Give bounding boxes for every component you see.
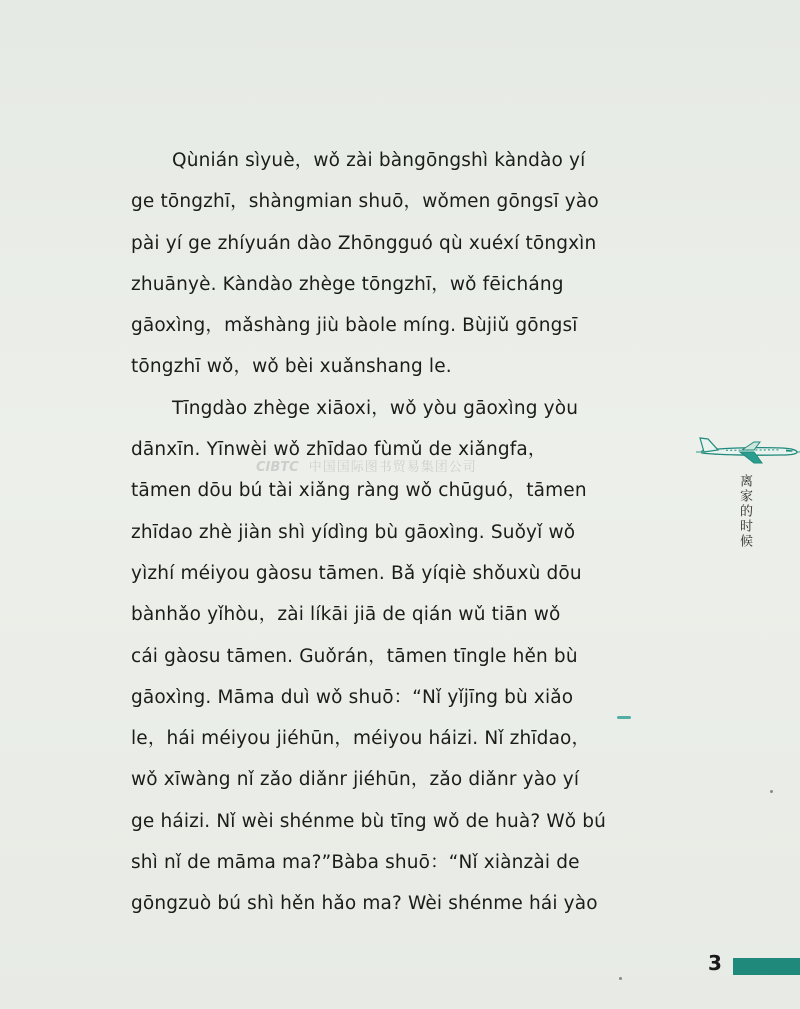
text-line: pài yí ge zhíyuán dào Zhōngguó qù xuéxí tōngxìn [131,232,597,254]
text-line: yìzhí méiyou gàosu tāmen. Bǎ yíqiè shǒuxù dōu [131,562,582,584]
text-line: zhīdao zhè jiàn shì yídìng bù gāoxìng. Suǒyǐ wǒ [131,521,576,543]
text-line: gāoxìng，mǎshàng jiù bàole míng. Bùjiǔ gōngsī [131,315,578,337]
decorative-mark [617,716,631,719]
text-line: Qùnián sìyuè，wǒ zài bàngōngshì kàndào yí [172,150,586,171]
page-number: 3 [708,951,722,975]
page-number-tab [733,958,800,975]
text-line: zhuānyè. Kàndào zhège tōngzhī，wǒ fēicháng [131,273,564,295]
text-line: ge tōngzhī，shàngmian shuō，wǒmen gōngsī yào [131,191,599,213]
text-line: ge háizi. Nǐ wèi shénme bù tīng wǒ de huà? Wǒ bú [131,810,607,832]
text-line: wǒ xīwàng nǐ zǎo diǎnr jiéhūn，zǎo diǎnr yào yí [131,769,580,791]
text-line: le，hái méiyou jiéhūn，méiyou háizi. Nǐ zhīdao， [131,728,591,750]
airplane-icon [696,430,800,470]
text-line: cái gàosu tāmen. Guǒrán，tāmen tīngle hěn bù [131,645,578,667]
text-line: gāoxìng. Māma duì wǒ shuō：“Nǐ yǐjīng bù xiǎo [131,686,574,708]
text-line: tōngzhī wǒ，wǒ bèi xuǎnshang le. [131,356,452,378]
watermark-logo: CIBTC [256,460,299,475]
speck [770,790,773,793]
chapter-title-vertical: 离家的时候 [737,474,752,549]
speck [619,977,622,980]
watermark-text: 中国国际图书贸易集团公司 [308,460,477,475]
text-line: Tīngdào zhège xiāoxi，wǒ yòu gāoxìng yòu [172,397,579,419]
watermark [256,456,556,478]
body-text [131,140,641,925]
chapter-side-tab [694,430,800,590]
text-line: dānxīn. Yīnwèi wǒ zhīdao fùmǔ de xiǎngfa， [131,439,547,461]
text-line: tāmen dōu bú tài xiǎng ràng wǒ chūguó，tāmen [131,480,587,502]
text-line: shì nǐ de māma ma?”Bàba shuō：“Nǐ xiànzài de [131,852,580,874]
text-line: bànhǎo yǐhòu，zài líkāi jiā de qián wǔ tiān wǒ [131,604,561,626]
text-line: gōngzuò bú shì hěn hǎo ma? Wèi shénme hái yào [131,893,598,915]
